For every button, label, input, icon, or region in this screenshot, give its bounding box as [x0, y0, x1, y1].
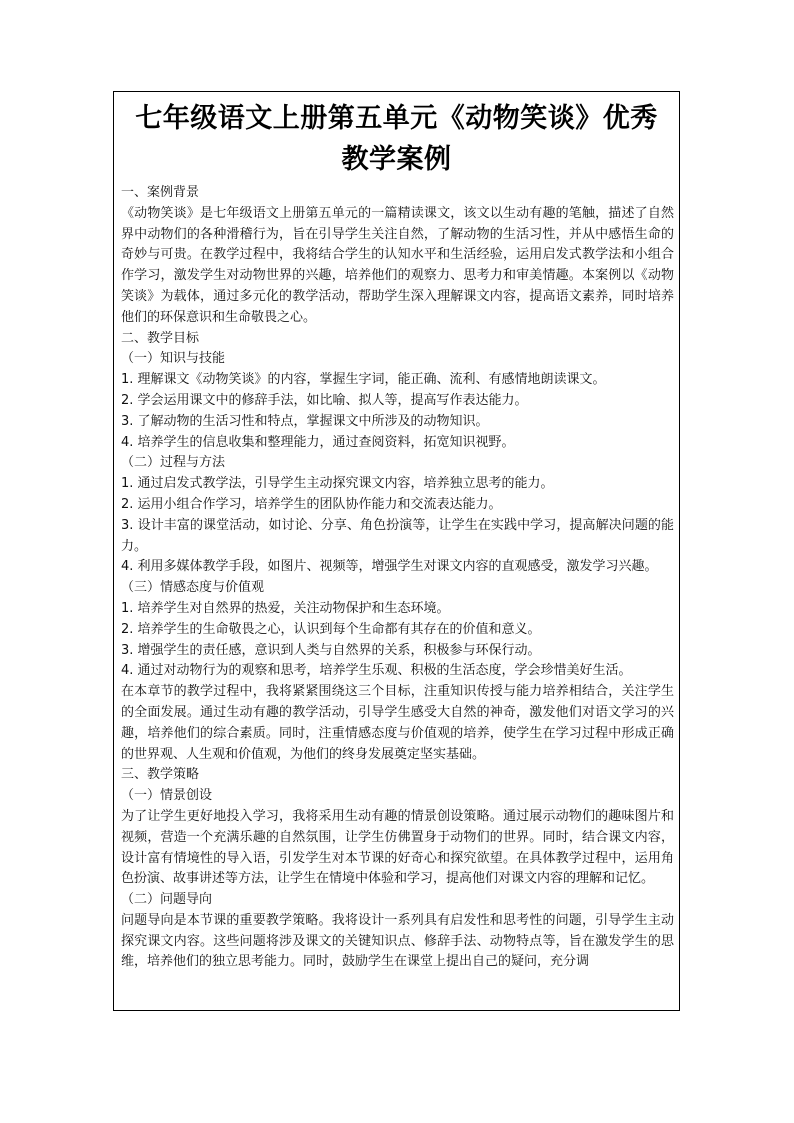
list-item: 4. 利用多媒体教学手段，如图片、视频等，增强学生对课文内容的直观感受，激发学习兴趣。: [121, 559, 658, 575]
paragraph-background: 《动物笑谈》是七年级语文上册第五单元的一篇精读课文，该文以生动有趣的笔触，描述了自然界中动物们的各种滑稽行为，旨在引导学生关注自然，了解动物的生活习性，并从中感悟生命的奇妙与可贵。在教学过程中，我将结合学生的认知水平和生活经验，运用启发式教学法和小组合作学习，激发学生对动物世界的兴趣，培养他们的观察力、思考力和审美情趣。本案例以《动物笑谈》为载体，通过多元化的教学活动，帮助学生深入理解课文内容，提高语文素养，同时培养他们的环保意识和生命敬畏之心。: [121, 205, 674, 325]
subheading-attitude-values: （三）情感态度与价值观: [121, 580, 265, 596]
list-item: 3. 设计丰富的课堂活动，如讨论、分享、角色扮演等，让学生在实践中学习，提高解决问题的能力。: [121, 517, 674, 554]
subheading-process-methods: （二）过程与方法: [121, 455, 226, 471]
list-item: 3. 了解动物的生活习性和特点，掌握课文中所涉及的动物知识。: [121, 413, 489, 429]
list-item: 2. 运用小组合作学习，培养学生的团队协作能力和交流表达能力。: [121, 496, 502, 512]
title-line-1: 七年级语文上册第五单元《动物笑谈》优秀: [135, 103, 658, 134]
list-item: 1. 理解课文《动物笑谈》的内容，掌握生字词，能正确、流利、有感情地朗读课文。: [121, 372, 606, 388]
subheading-knowledge-skills: （一）知识与技能: [121, 351, 226, 367]
list-item: 3. 增强学生的责任感，意识到人类与自然界的关系，积极参与环保行动。: [121, 642, 541, 658]
document-frame: [113, 91, 680, 1011]
list-item: 2. 学会运用课文中的修辞手法，如比喻、拟人等，提高写作表达能力。: [121, 392, 528, 408]
subheading-question-oriented: （二）问题导向: [121, 892, 213, 908]
list-item: 4. 培养学生的信息收集和整理能力，通过查阅资料，拓宽知识视野。: [121, 434, 515, 450]
paragraph-scenario: 为了让学生更好地投入学习，我将采用生动有趣的情景创设策略。通过展示动物们的趣味图片和视频，营造一个充满乐趣的自然氛围，让学生仿佛置身于动物们的世界。同时，结合课文内容，设计富有情境性的导入语，引发学生对本节课的好奇心和探究欲望。在具体教学过程中，运用角色扮演、故事讲述等方法，让学生在情境中体验和学习，提高他们对课文内容的理解和记忆。: [121, 808, 674, 887]
list-item: 4. 通过对动物行为的观察和思考，培养学生乐观、积极的生活态度，学会珍惜美好生活。: [121, 663, 632, 679]
section-heading-goals: 二、教学目标: [121, 330, 200, 346]
title-line-2: 教学案例: [341, 144, 452, 175]
section-heading-background: 一、案例背景: [121, 185, 200, 200]
section-heading-strategy: 三、教学策略: [121, 767, 200, 783]
paragraph-goals-summary: 在本章节的教学过程中，我将紧紧围绕这三个目标，注重知识传授与能力培养相结合，关注学生的全面发展。通过生动有趣的教学活动，引导学生感受大自然的神奇，激发他们对语文学习的兴趣，培养他们的综合素质。同时，注重情感态度与价值观的培养，使学生在学习过程中形成正确的世界观、人生观和价值观，为他们的终身发展奠定坚实基础。: [121, 684, 674, 762]
list-item: 1. 通过启发式教学法，引导学生主动探究课文内容，培养独立思考的能力。: [121, 476, 554, 492]
list-item: 1. 培养学生对自然界的热爱，关注动物保护和生态环境。: [121, 600, 450, 616]
list-item: 2. 培养学生的生命敬畏之心，认识到每个生命都有其存在的价值和意义。: [121, 621, 541, 637]
document-body: [114, 180, 679, 973]
subheading-scenario: （一）情景创设: [121, 788, 213, 804]
document-title: [114, 98, 679, 180]
paragraph-question-oriented: 问题导向是本节课的重要教学策略。我将设计一系列具有启发性和思考性的问题，引导学生主动探究课文内容。这些问题将涉及课文的关键知识点、修辞手法、动物特点等，旨在激发学生的思维，培养他们的独立思考能力。同时，鼓励学生在课堂上提出自己的疑问，充分调: [121, 912, 674, 970]
